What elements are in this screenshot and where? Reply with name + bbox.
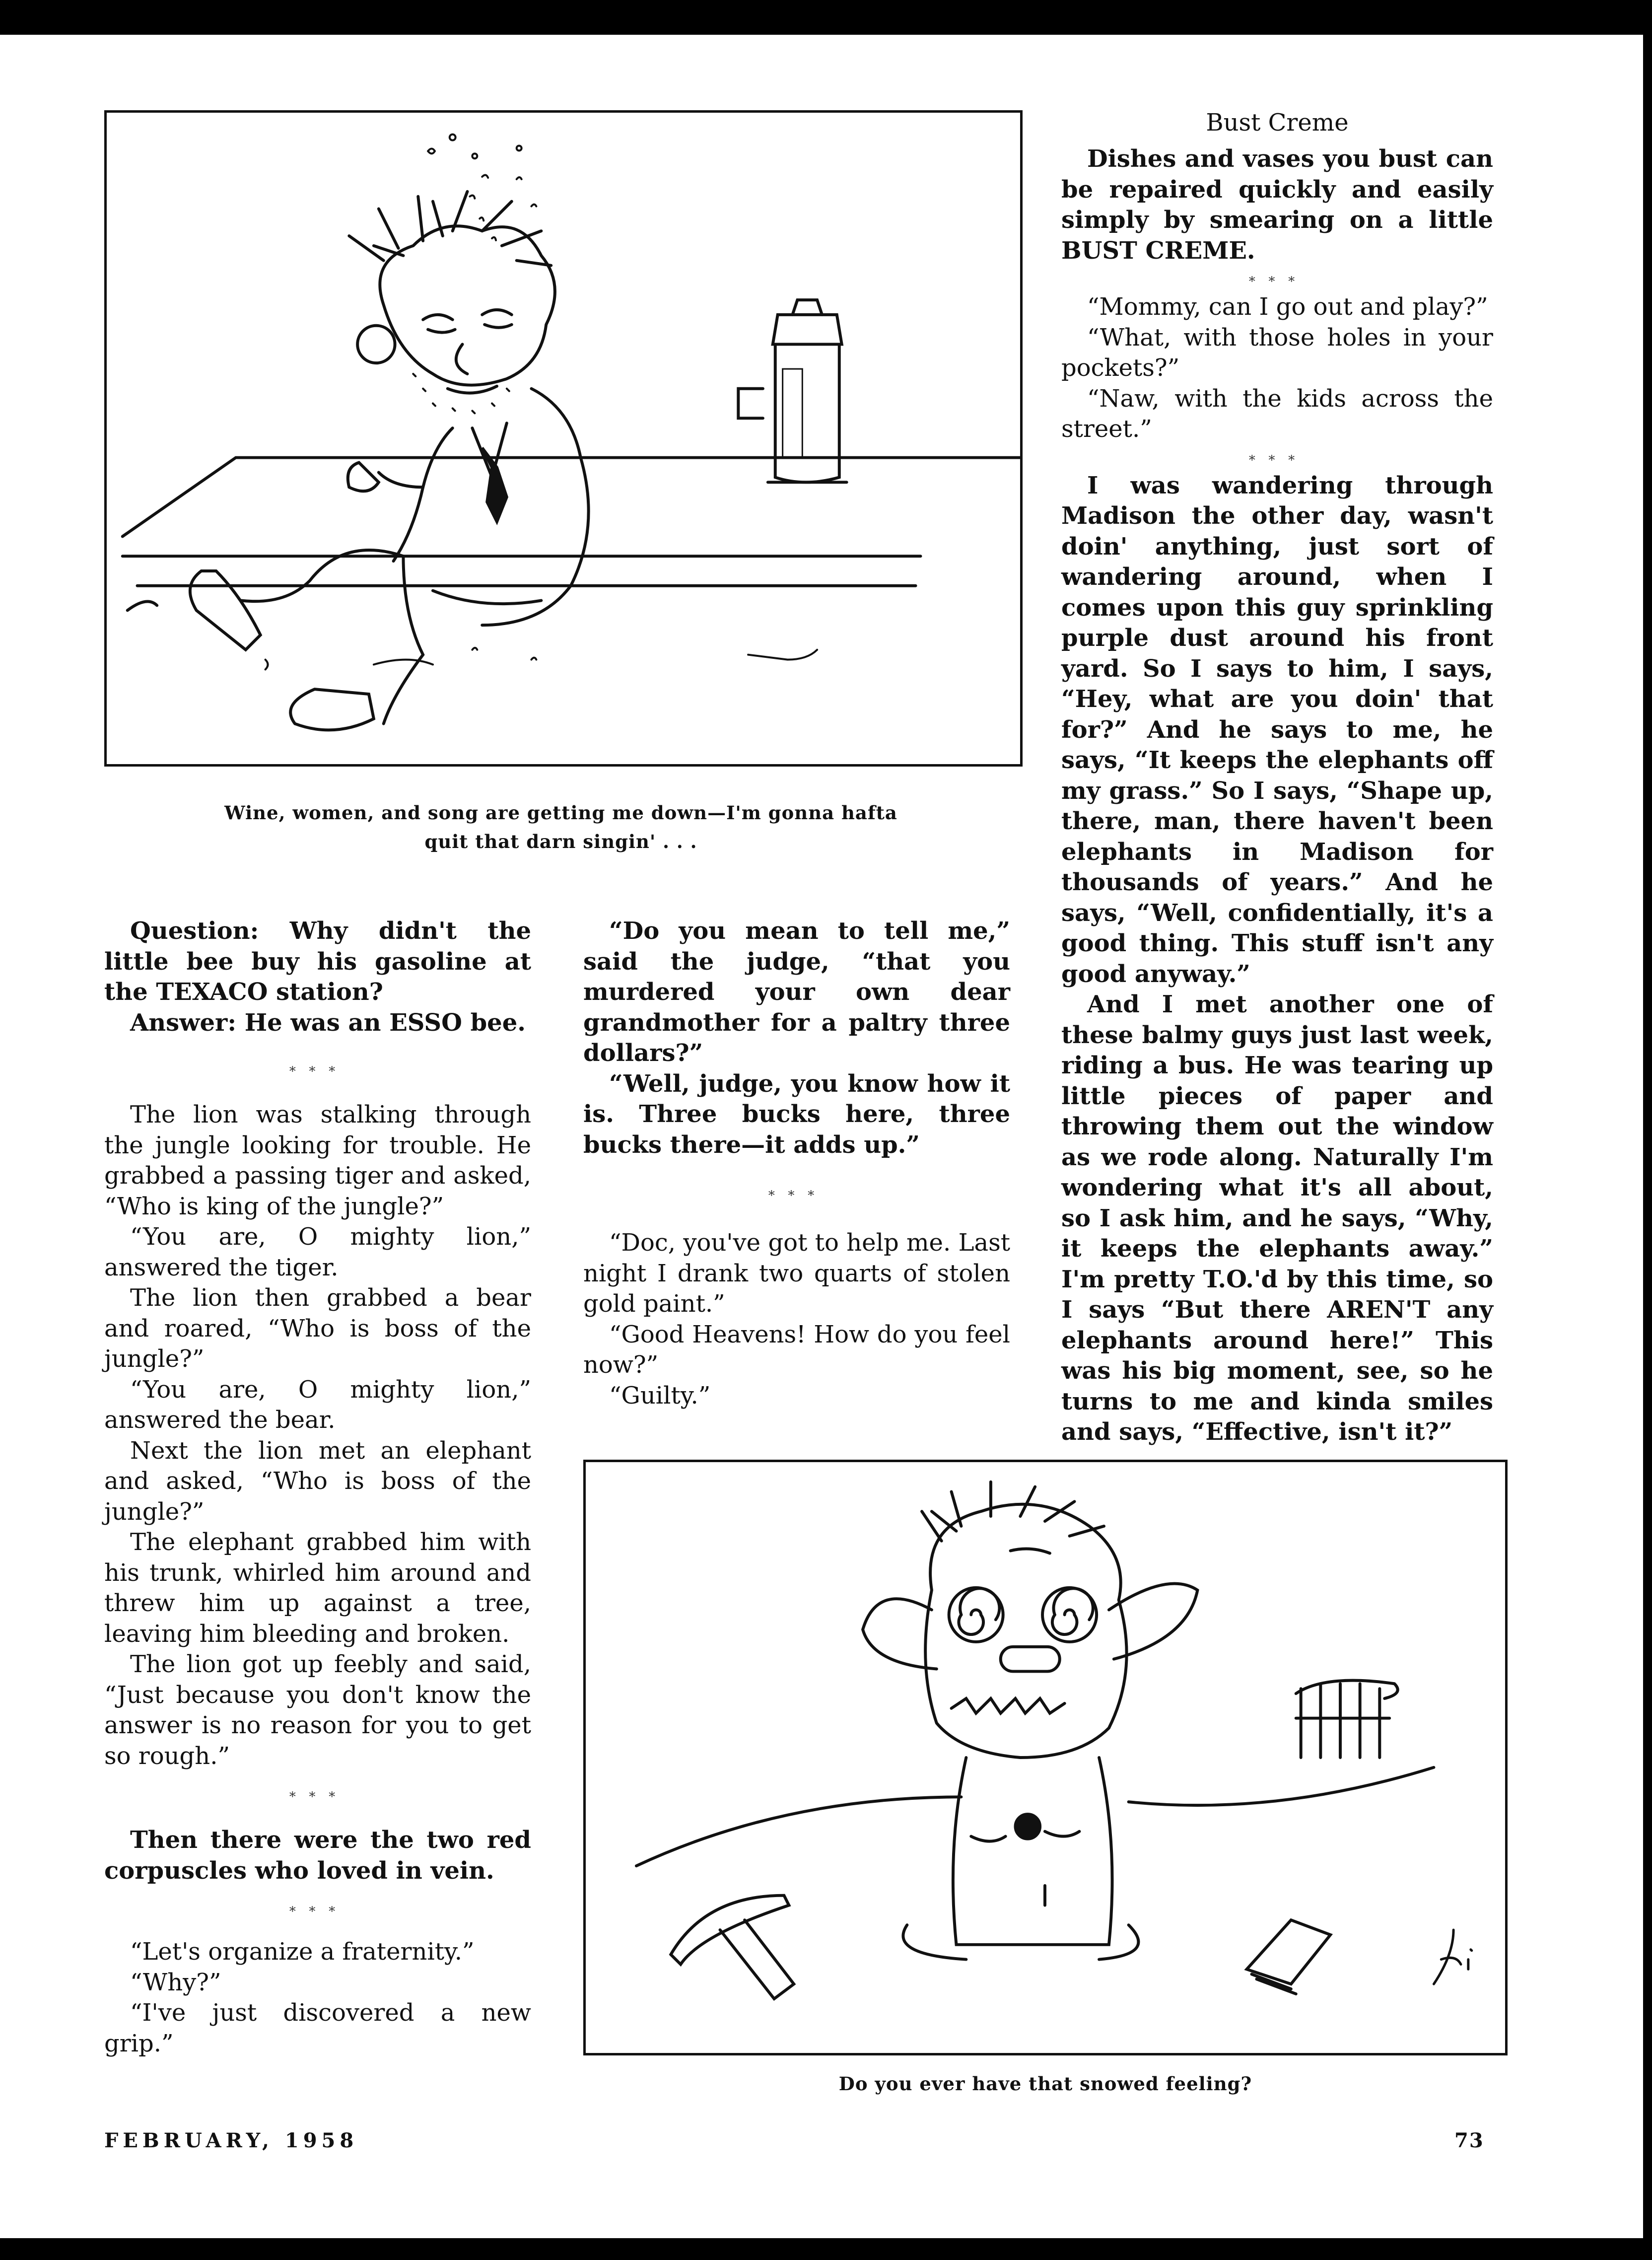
scan-edge-right bbox=[1643, 0, 1652, 2260]
snow bbox=[636, 1767, 1434, 1960]
caption-cartoon-2: Do you ever have that snowed feeling? bbox=[838, 2073, 1252, 2095]
separator-stars: ∗∗∗ bbox=[1247, 450, 1307, 465]
caption-cartoon-1 bbox=[149, 798, 973, 856]
cartoon-snowed-man bbox=[583, 1460, 1508, 2055]
mommy-line: “What, with those holes in your pockets?” bbox=[1061, 323, 1493, 382]
hydrant bbox=[738, 300, 846, 482]
head bbox=[349, 192, 555, 414]
madison-paragraph: And I met another one of these balmy guys just last week, riding a bus. He was tearing up little pieces of paper and throwing them out the window as we rode along. Naturally I'm wondering what it's all about, so I ask him, and he says, “Why, it keeps the elephants away.” I'm pretty T.O.'d by this time, so I says “But there AREN'T any elephants around here!” This was his big moment, see, so he turns to me and kinda smiles and says, “Effective, isn't it?” bbox=[1061, 990, 1493, 1446]
lion-paragraph: Next the lion met an elephant and asked, “Who is boss of the jungle?” bbox=[104, 1436, 531, 1526]
footer-date: FEBRUARY, 1958 bbox=[104, 2129, 358, 2152]
mommy-line: “Mommy, can I go out and play?” bbox=[1087, 293, 1488, 321]
book bbox=[1247, 1920, 1331, 1994]
scan-edge-bottom bbox=[0, 2238, 1652, 2260]
judge-paragraph: “Do you mean to tell me,” said the judge, “that you murdered your own dear grandmother for a paltry three dollars?” bbox=[583, 917, 1010, 1067]
fraternity-line: “I've just discovered a new grip.” bbox=[104, 1999, 531, 2057]
column-middle bbox=[583, 916, 1010, 1411]
caption-line: Wine, women, and song are getting me down—I'm gonna hafta bbox=[224, 802, 897, 824]
lion-paragraph: “You are, O mighty lion,” answered the bear. bbox=[104, 1375, 531, 1434]
mommy-line: “Naw, with the kids across the street.” bbox=[1061, 384, 1493, 443]
shovel bbox=[671, 1896, 794, 1999]
bee-question: Question: Why didn't the little bee buy his gasoline at the TEXACO station? bbox=[104, 917, 531, 1006]
drunk-man-drawing bbox=[107, 113, 1020, 764]
separator-stars: ∗∗∗ bbox=[1247, 272, 1307, 286]
corpuscles-joke: Then there were the two red corpuscles who loved in vein. bbox=[104, 1826, 531, 1885]
lion-paragraph: The lion got up feebly and said, “Just because you don't know the answer is no reason for you to get so rough.” bbox=[104, 1650, 531, 1770]
separator-stars: ∗∗∗ bbox=[288, 1061, 347, 1076]
separator-stars: ∗∗∗ bbox=[288, 1902, 347, 1916]
doc-paragraph: “Good Heavens! How do you feel now?” bbox=[583, 1320, 1010, 1379]
bust-creme-title: Bust Creme bbox=[1206, 109, 1349, 137]
body bbox=[953, 1758, 1112, 1945]
caption-line: quit that darn singin' . . . bbox=[424, 831, 697, 852]
lion-paragraph: The lion was stalking through the jungle looking for trouble. He grabbed a passing tiger and asked, “Who is king of the jungle?” bbox=[104, 1101, 531, 1220]
fraternity-line: “Let's organize a fraternity.” bbox=[130, 1938, 475, 1966]
page-number: 73 bbox=[1454, 2129, 1484, 2152]
lion-paragraph: “You are, O mighty lion,” answered the tiger. bbox=[104, 1223, 531, 1281]
snowed-man-drawing bbox=[586, 1462, 1505, 2053]
column-left bbox=[104, 916, 531, 2059]
column-right bbox=[1061, 107, 1493, 1448]
scan-edge-top bbox=[0, 0, 1652, 35]
madison-paragraph: I was wandering through Madison the other day, wasn't doin' anything, just sort of wandering around, when I comes upon this guy sprinkling purple dust around his front yard. So I says to him, I says, “Hey, what are you doin' that for?” And he says to me, he says, “It keeps the elephants off my grass.” So I says, “Shape up, there, man, there haven't been elephants in Madison for thousands of years.” And he says, “Well, confidentially, it's a good thing. This stuff isn't any good anyway.” bbox=[1061, 471, 1493, 988]
judge-paragraph: “Well, judge, you know how it is. Three bucks here, three bucks there—it adds up.” bbox=[583, 1069, 1010, 1159]
head bbox=[863, 1482, 1197, 1758]
fraternity-line: “Why?” bbox=[130, 1968, 221, 1996]
bee-answer: Answer: He was an ESSO bee. bbox=[130, 1008, 526, 1037]
doc-paragraph: “Guilty.” bbox=[609, 1381, 711, 1410]
lion-paragraph: The lion then grabbed a bear and roared, “Who is boss of the jungle?” bbox=[104, 1284, 531, 1373]
separator-stars: ∗∗∗ bbox=[288, 1787, 347, 1802]
fence bbox=[1296, 1681, 1398, 1758]
bubbles bbox=[428, 135, 536, 240]
lion-paragraph: The elephant grabbed him with his trunk, whirled him around and threw him up against a tree, leaving him bleeding and broken. bbox=[104, 1528, 531, 1648]
bust-creme-text: Dishes and vases you bust can be repaired quickly and easily simply by smearing on a little BUST CREME. bbox=[1061, 145, 1493, 265]
cartoon-drunk-on-curb bbox=[104, 110, 1023, 767]
separator-stars: ∗∗∗ bbox=[767, 1186, 826, 1201]
doc-paragraph: “Doc, you've got to help me. Last night I drank two quarts of stolen gold paint.” bbox=[583, 1229, 1010, 1318]
shoes bbox=[190, 571, 374, 730]
